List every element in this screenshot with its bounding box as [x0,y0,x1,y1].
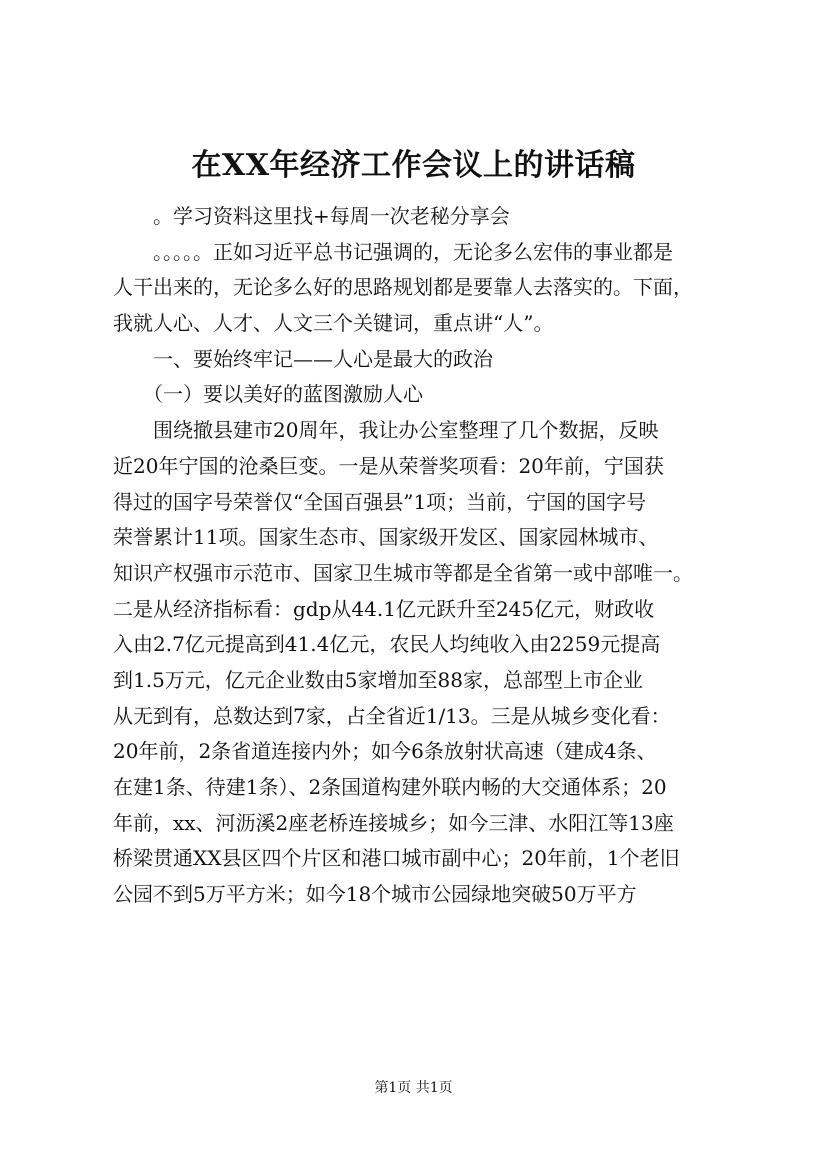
text-line: 得过的国字号荣誉仅“全国百强县”1项；当前，宁国的国字号 [113,489,647,514]
text-line: 从无到有，总数达到7家，占全省近1/13。三是从城乡变化看： [113,703,671,728]
text-line: 近20年宁国的沧桑巨变。一是从荣誉奖项看：20年前，宁国获 [113,453,664,478]
text-line: 年前，xx、河沥溪2座老桥连接城乡；如今三津、水阳江等13座 [113,810,674,835]
text-line: 围绕撤县建市20周年，我让办公室整理了几个数据，反映 [153,418,659,443]
document-title: 在XX年经济工作会议上的讲话稿 [191,148,636,183]
text-line: 入由2.7亿元提高到41.4亿元，农民人均纯收入由2259元提高 [113,632,661,657]
document-body [113,199,717,913]
subsection-heading: （一）要以美好的蓝图激励人心 [143,382,423,407]
section-heading: 一、要始终牢记——人心是最大的政治 [153,346,493,371]
text-line: 桥梁贯通XX县区四个片区和港口城市副中心；20年前，1个老旧 [113,846,680,871]
text-line: 荣誉累计11项。国家生态市、国家级开发区、国家园林城市、 [113,525,659,550]
text-line: 20年前，2条省道连接内外；如今6条放射状高速（建成4条、 [113,739,657,764]
text-line: 人干出来的，无论多么好的思路规划都是要靠人去落实的。下面， [113,275,693,300]
text-line: 在建1条、待建1条）、2条国道构建外联内畅的大交通体系；20 [113,775,667,799]
page-footer: 第1页 共1页 [374,1080,453,1096]
text-line: 知识产权强市示范市、国家卫生城市等都是全省第一或中部唯一。 [113,560,693,585]
text-line: 我就人心、人才、人文三个关键词，重点讲“人”。 [113,311,554,336]
text-line: 到1.5万元，亿元企业数由5家增加至88家，总部型上市企业 [113,667,643,692]
text-line: 二是从经济指标看：gdp从44.1亿元跃升至245亿元，财政收 [113,596,655,621]
text-line: 公园不到5万平方米；如今18个城市公园绿地突破50万平方 [113,882,637,907]
text-line: 。学习资料这里找+每周一次老秘分享会 [153,204,510,228]
text-line: 。。。。。正如习近平总书记强调的，无论多么宏伟的事业都是 [153,239,673,264]
